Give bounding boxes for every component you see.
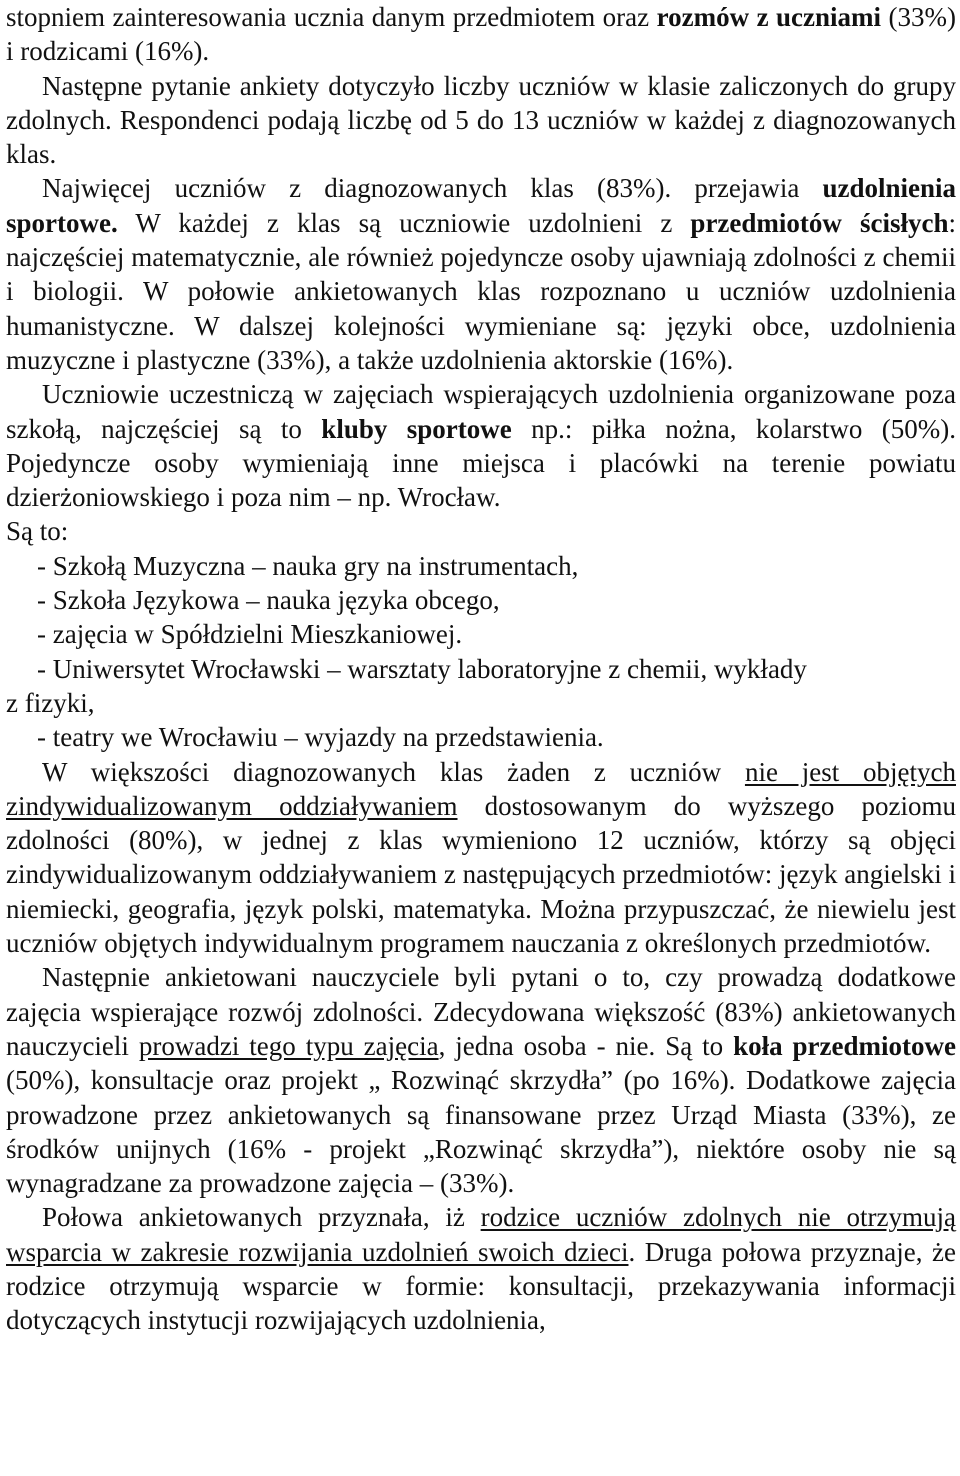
paragraph-7-text: Połowa ankietowanych przyznała, iż xyxy=(42,1202,481,1233)
paragraph-4-bold: kluby sportowe xyxy=(321,413,512,444)
paragraph-6-bold: koła przedmiotowe xyxy=(733,1030,956,1061)
paragraph-6 xyxy=(6,960,956,1200)
list-item: - Szkołą Muzyczna – nauka gry na instrumentach, xyxy=(37,550,579,581)
paragraph-4-text-end: np.: piłka nożna, kolarstwo (50%). Pojedyncze osoby wymieniają inne miejsca i placówki na terenie powiatu dzierżoniowskiego i poza nim – np. Wrocław. xyxy=(6,413,956,513)
paragraph-4-text: Uczniowie uczestniczą w zajęciach wspierających uzdolnienia organizowane poza szkołą, najczęściej są to xyxy=(6,379,956,444)
list-item-continuation: z fizyki, xyxy=(6,687,95,718)
paragraph-3-text-mid: W każdej z klas są uczniowie uzdolnieni z xyxy=(117,207,691,238)
paragraph-3-bold-science: przedmiotów ścisłych xyxy=(690,207,949,238)
paragraph-5-text: W większości diagnozowanych klas żaden z uczniów xyxy=(42,756,745,787)
paragraph-6-text: Następnie ankietowani nauczyciele byli pytani o to, czy prowadzą dodatkowe zajęcia wspierające rozwój zdolności. Zdecydowana większość (83%) ankietowanych nauczycieli xyxy=(6,962,956,1061)
paragraph-6-underlined: prowadzi tego typu zajęcia xyxy=(138,1030,439,1061)
paragraph-3-bold-sport: uzdolnienia sportowe. xyxy=(6,173,956,238)
list-intro: Są to: xyxy=(6,516,69,547)
list-item: - teatry we Wrocławiu – wyjazdy na przedstawienia. xyxy=(37,722,604,753)
paragraph-3 xyxy=(6,171,956,377)
paragraph-6-text-end: (50%), konsultacje oraz projekt „ Rozwinąć skrzydła” (po 16%). Dodatkowe zajęcia prowadzone przez ankietowanych są finansowane przez Urząd Miasta (33%), ze środków unijnych (16% - projekt „Rozwinąć skrzydła”), niektóre osoby nie są wynagradzane za prowadzone zajęcia – (33%). xyxy=(6,1065,956,1199)
paragraph-1 xyxy=(6,0,956,69)
list-item: - zajęcia w Spółdzielni Mieszkaniowej. xyxy=(37,619,463,650)
paragraph-2-text: Następne pytanie ankiety dotyczyło liczby uczniów w klasie zaliczonych do grupy zdolnych. Respondenci podają liczbę od 5 do 13 uczniów w każdej z diagnozowanych klas. xyxy=(6,70,956,170)
paragraph-7 xyxy=(6,1200,956,1337)
paragraph-2 xyxy=(6,69,956,172)
paragraph-5-underlined: nie jest objętych zindywidualizowanym oddziaływaniem xyxy=(6,756,956,821)
paragraph-6-text-mid: , jedna osoba - nie. Są to xyxy=(438,1030,734,1061)
paragraph-1-text-end: (33%) i rodzicami (16%). xyxy=(6,2,956,67)
paragraph-5 xyxy=(6,755,956,961)
list-item: - Szkoła Językowa – nauka języka obcego, xyxy=(37,585,500,616)
list-item: - Uniwersytet Wrocławski – warsztaty laboratoryjne z chemii, wykłady xyxy=(37,653,807,684)
paragraph-7-text-end: . Druga połowa przyznaje, że rodzice otrzymują wsparcie w formie: konsultacji, przekazywania informacji dotyczących instytucji rozwijających uzdolnienia, xyxy=(6,1236,956,1336)
paragraph-3-text-end: : najczęściej matematycznie, ale również pojedyncze osoby ujawniają zdolności z chemii i biologii. W połowie ankietowanych klas rozpoznano u uczniów uzdolnienia humanistyczne. W dalszej kolejności wymieniane są: języki obce, uzdolnienia muzyczne i plastyczne (33%), a także uzdolnienia aktorskie (16%). xyxy=(6,207,956,375)
paragraph-1-text: stopniem zainteresowania ucznia danym przedmiotem oraz xyxy=(6,2,657,32)
paragraph-5-text-end: dostosowanym do wyższego poziomu zdolności (80%), w jednej z klas wymieniono 12 uczniów, którzy są objęci zindywidualizowanym oddziaływaniem z następujących przedmiotów: język angielski i niemiecki, geografia, język polski, matematyka. Można przypuszczać, że niewielu jest uczniów objętych indywidualnym programem nauczania z określonych przedmiotów. xyxy=(6,790,956,959)
paragraph-1-bold: rozmów z uczniami xyxy=(656,2,882,32)
paragraph-3-text: Najwięcej uczniów z diagnozowanych klas (83%). przejawia xyxy=(42,173,823,204)
paragraph-4 xyxy=(6,377,956,514)
paragraph-7-underlined: rodzice uczniów zdolnych nie otrzymują wsparcia w zakresie rozwijania uzdolnień swoich dzieci xyxy=(6,1202,956,1267)
